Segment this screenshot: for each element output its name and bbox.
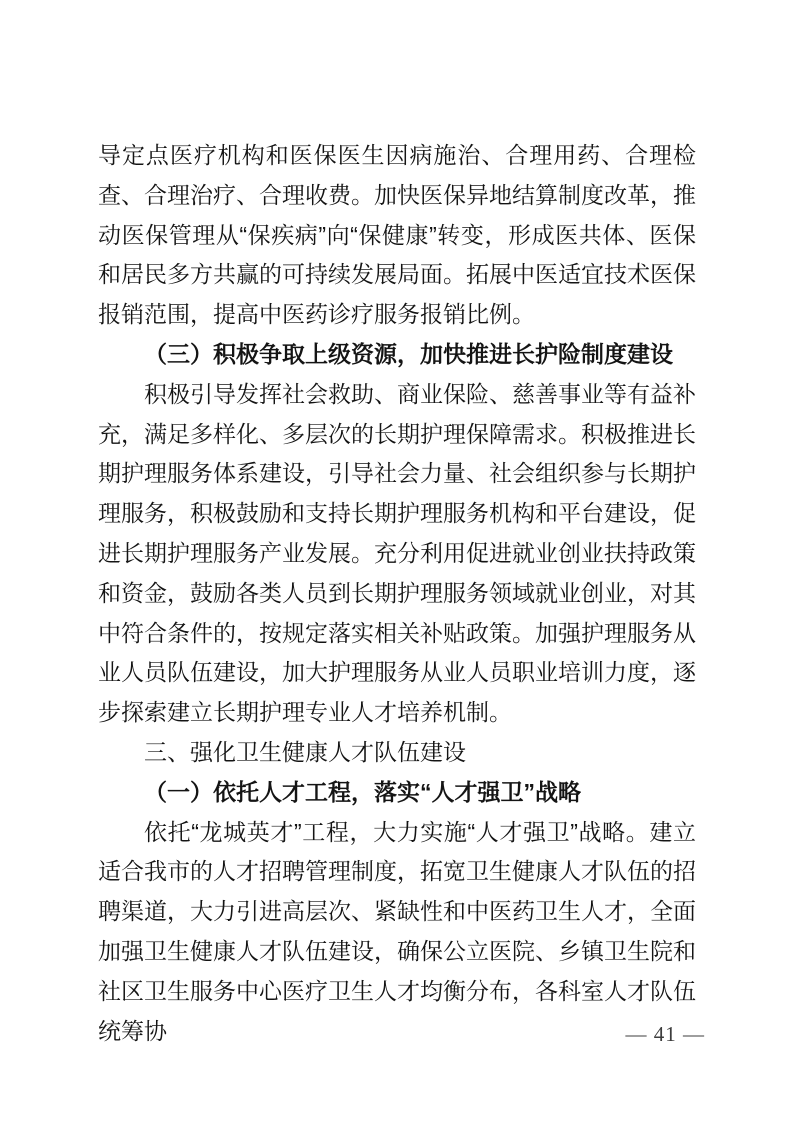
paragraph-talent-recruitment: 依托“龙城英才”工程，大力实施“人才强卫”战略。建立适合我市的人才招聘管理制度，拓宽卫生健康人才队伍的招聘渠道，大力引进高层次、紧缺性和中医药卫生人才，全面加强卫生健康人才队伍建设，确保公立医院、乡镇卫生院和社区卫生服务中心医疗卫生人才均衡分布，各科室人才队伍统筹协 — [98, 818, 696, 1044]
heading-section-3-long-term-care-insurance: （三）积极争取上级资源，加快推进长护险制度建设 — [144, 340, 673, 367]
document-body — [98, 136, 696, 1051]
heading-section-1-talent-strategy: （一）依托人才工程，落实“人才强卫”战略 — [144, 778, 581, 805]
heading-part-3-health-talent-team: 三、强化卫生健康人才队伍建设 — [144, 738, 466, 765]
page-number: — 41 — — [625, 1022, 705, 1046]
paragraph-medical-insurance-continued: 导定点医疗机构和医保医生因病施治、合理用药、合理检查、合理治疗、合理收费。加快医保异地结算制度改革，推动医保管理从“保疾病”向“保健康”转变，形成医共体、医保和居民多方共赢的可持续发展局面。拓展中医适宜技术医保报销范围，提高中医药诊疗服务报销比例。 — [98, 142, 696, 328]
paragraph-long-term-care: 积极引导发挥社会救助、商业保险、慈善事业等有益补充，满足多样化、多层次的长期护理保障需求。积极推进长期护理服务体系建设，引导社会力量、社会组织参与长期护理服务，积极鼓励和支持长期护理服务机构和平台建设，促进长期护理服务产业发展。充分利用促进就业创业扶持政策和资金，鼓励各类人员到长期护理服务领域就业创业，对其中符合条件的，按规定落实相关补贴政策。加强护理服务从业人员队伍建设，加大护理服务从业人员职业培训力度，逐步探索建立长期护理专业人才培养机制。 — [98, 380, 696, 726]
